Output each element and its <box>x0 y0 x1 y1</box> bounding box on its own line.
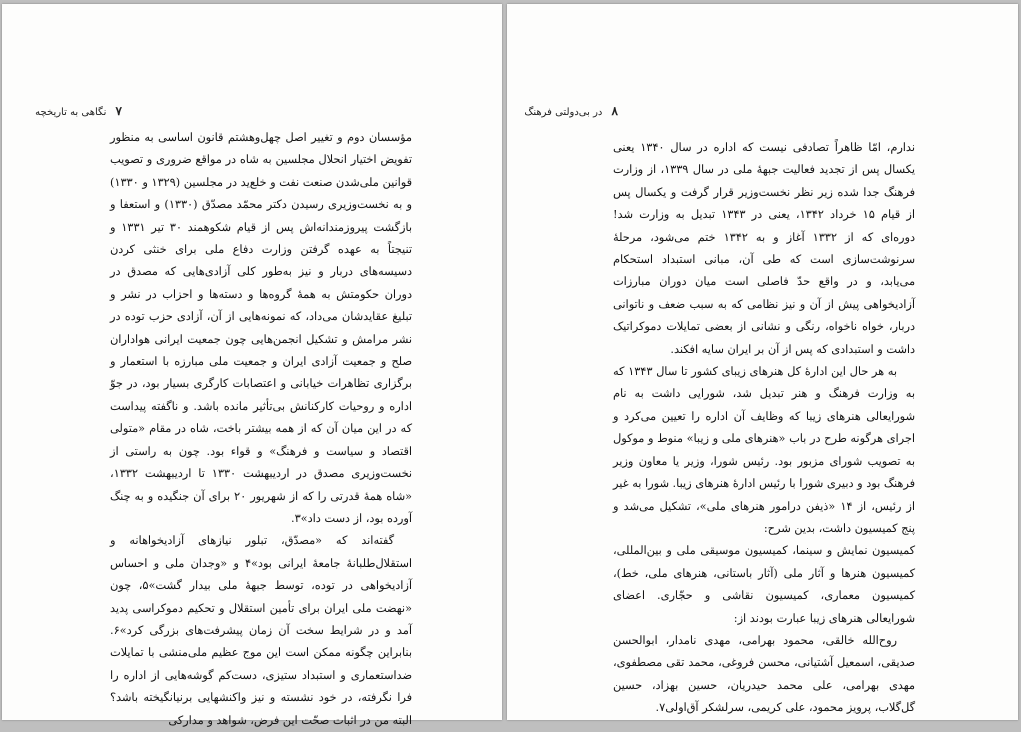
right-page <box>507 4 1018 720</box>
right-running-head-title: در بی‌دولتی فرهنگ <box>524 107 603 118</box>
right-paragraph-1: ندارم، امّا ظاهراً تصادفی نیست که اداره در سال ۱۳۴۰ یعنی یکسال پس از تجدید فعالیت جبههٔ ملی در سال ۱۳۳۹، از وزارت فرهنگ جدا شده زیر نظر نخست‌وزیر قرار گرفت و یکسال پس از قیام ۱۵ خرداد ۱۳۴۲، یعنی در ۱۳۴۳ تبدیل به وزارت شد! دوره‌ای که از ۱۳۳۲ آغاز و به ۱۳۴۲ ختم می‌شود، مرحلهٔ سرنوشت‌سازی است که طی آن، مبانی استبداد استحکام می‌یابد، و در واقع حدّ فاصلی است میان دوران مبارزات آزادیخواهی پیش از آن و نیز نظامی که به سبب ضعف و ناتوانی دربار، خواه ناخواه، رنگی و نشانی از بعضی تمایلات دموکراتیک داشت و استبدادی که پس از آن بر ایران سایه افکند. <box>613 141 916 356</box>
left-page-number: ۷ <box>115 104 122 118</box>
right-paragraph-2: به هر حال این ادارهٔ کل هنرهای زیبای کشور تا سال ۱۳۴۳ که به وزارت فرهنگ و هنر تبدیل شد، شورایی داشت به نام شورایعالی هنرهای زیبا که وظایف آن اداره را تعیین می‌کرد و اجرای هرگونه طرح در باب «هنرهای ملی و زیبا» منوط و موکول به تصویب شورای مزبور بود. رئیس شورا، وزیر یا معاون وزیر فرهنگ بود و دبیری شورا با رئیس ادارهٔ هنرهای زیبا. شورا به غیر از رئیس، از ۱۴ «ذیفن درامور هنرهای ملی»، تشکیل می‌شد و پنج کمیسیون داشت، بدین شرح: <box>613 365 915 535</box>
member-list: روح‌الله خالقی، محمود بهرامی، مهدی نامدار، ابوالحسن صدیقی، اسمعیل آشتیانی، محسن فروغی، محمد تقی مصطفوی، مهدی بهرامی، علی محمد حیدریان، حسین بهزاد، حسین گل‌گلاب، پرویز محمود، علی کریمی، سرلشکر آق‌اولی۷. <box>613 633 915 715</box>
left-paragraph-1: مؤسسان دوم و تغییر اصل چهل‌وهشتم قانون اساسی به منظور تفویض اختیار انحلال مجلسین به شاه در مواقع ضروری و تصویب قوانین ملی‌شدن صنعت نفت و خلع‌ید در مجلسین (۱۳۲۹ و ۱۳۳۰) و به نخست‌وزیری رسیدن دکتر محمّد مصدّق (۱۳۳۰) و استعفا و بازگشت پیروزمندانه‌اش پس از قیام شکوهمند ۳۰ تیر ۱۳۳۱ و تنیجتاً به عهده گرفتن وزارت دفاع ملی برای خنثی کردن دسیسه‌های دربار و نیز به‌طور کلی آزادی‌هایی که مصدق در دوران حکومتش به همهٔ گروه‌ها و دسته‌ها و احزاب در نشر و تبلیغ عقایدشان می‌داد، که نمونه‌هایی از آن، آزادی حزب توده در نشر مرامش و تشکیل انجمن‌هایی چون جمعیت ایرانی هواداران صلح و جمعیت آزادی ایران و جمعیت ملی مبارزه با استعمار و برگزاری تظاهرات خیابانی و اعتصابات کارگری بسیار بود، در جوّ اداره و روحیات کارکنانش بی‌تأثیر مانده باشد. و ناگفته پیداست که در این میان آن که از همه بیشتر باخت، شاه در مقام «متولی اقتصاد و سیاست و فرهنگ» و قواء بود. چون به راستی از نخست‌وزیری مصدق در اردیبهشت ۱۳۳۰ تا اردیبهشت ۱۳۳۲، «شاه همهٔ قدرتی را که از شهریور ۲۰ برای آن جنگیده و به چنگ آورده بود، از دست داد»۳. <box>110 131 413 525</box>
right-page-number: ۸ <box>611 104 618 118</box>
left-running-head <box>35 104 122 118</box>
commission-list <box>613 540 915 630</box>
right-running-head <box>524 104 618 118</box>
left-page <box>2 4 502 727</box>
right-page-body <box>613 137 915 720</box>
commission-list-item: کمیسیون نمایش و سینما، کمیسیون موسیقی ملی و بین‌المللی، کمیسیون هنرها و آثار ملی (آثار باستانی، هنرهای ملی، خط)، کمیسیون معماری، کمیسیون نقاشی و حجّاری. اعضای شورایعالی هنرهای زیبا عبارت بودند از: <box>613 544 915 625</box>
left-running-head-title: نگاهی به تاریخچه <box>35 107 107 118</box>
left-page-body <box>110 127 412 732</box>
left-paragraph-2: گفته‌اند که «مصدّق، تبلور نیازهای آزادیخواهانه و استقلال‌طلبانهٔ جامعهٔ ایرانی بود»۴ و «وجدان ملی و احساس آزادیخواهی در توده، توسط جبههٔ ملی بیدار گشت»۵، چون «نهضت ملی ایران برای تأمین استقلال و تحکیم دموکراسی پدید آمد و در شرایط سخت آن زمان پیشرفت‌های بزرگی کرد»۶. بنابراین چگونه ممکن است این موج عظیم ملی‌منشی با تمایلات ضداستعماری و استبداد ستیزی، دست‌کم گوشه‌هایی از اداره را فرا نگرفته، در خود نشسته و نیز واکنشهایی برنیانگیخته باشد؟ البته من در اثبات صحّت این فرض، شواهد و مدارکی <box>110 534 412 727</box>
